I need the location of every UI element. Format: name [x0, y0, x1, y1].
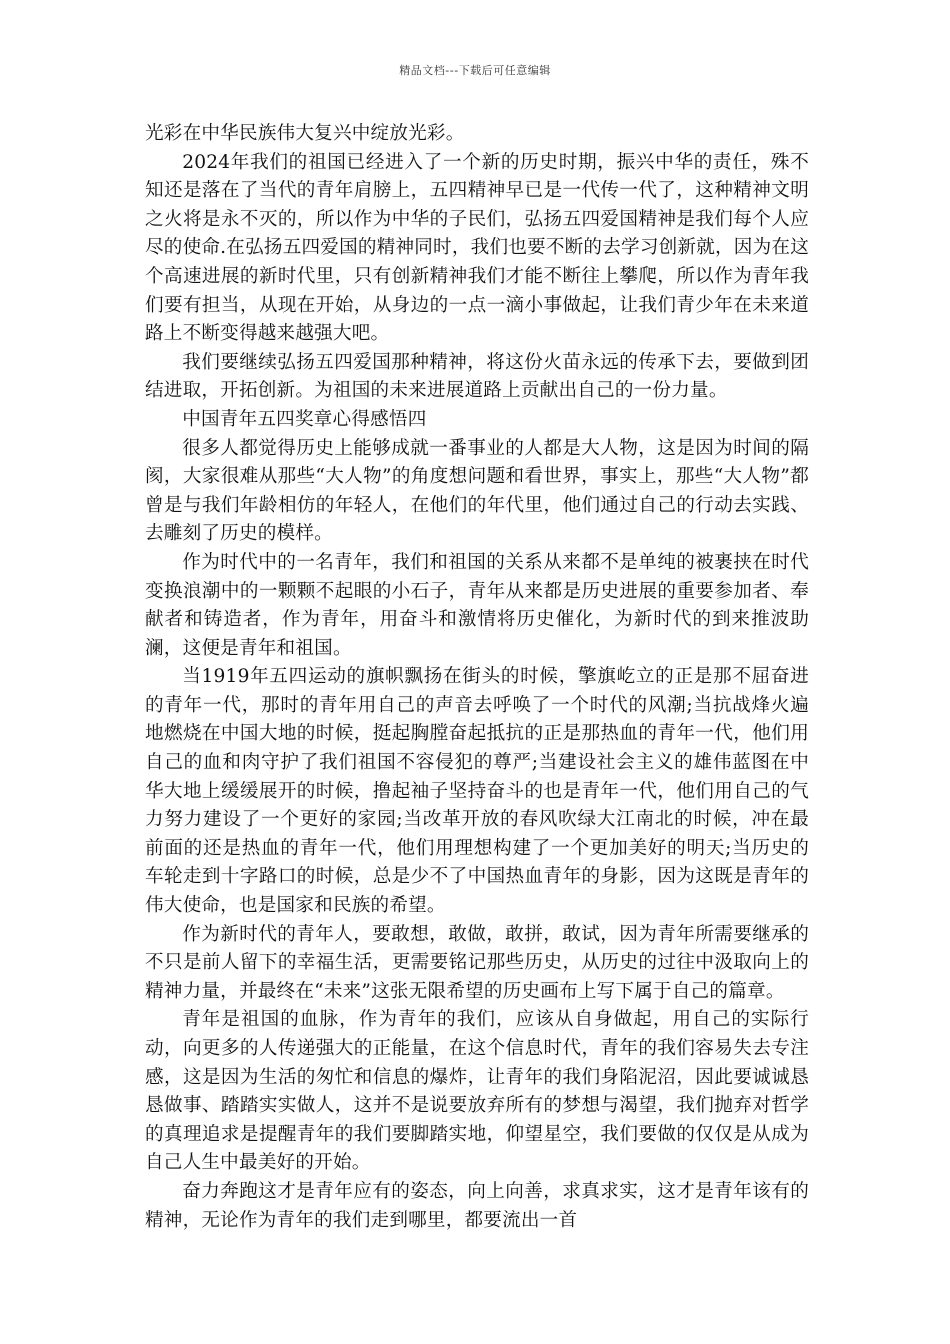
paragraph: 很多人都觉得历史上能够成就一番事业的人都是大人物，这是因为时间的隔阂，大家很难从那些“大人物”的角度想问题和看世界，事实上，那些“大人物”都曾是与我们年龄相仿的年轻人，在他们的年代里，他们通过自己的行动去实践、去雕刻了历史的模样。 [145, 437, 809, 545]
page-header: 精品文档---下载后可任意编辑 [399, 64, 551, 77]
document-body [145, 120, 809, 1235]
section-heading: 中国青年五四奖章心得感悟四 [182, 408, 427, 430]
paragraph: 我们要继续弘扬五四爱国那种精神，将这份火苗永远的传承下去，要做到团结进取，开拓创新。为祖国的未来进展道路上贡献出自己的一份力量。 [145, 351, 809, 402]
paragraph: 当1919年五四运动的旗帜飘扬在街头的时候，擎旗屹立的正是那不屈奋进的青年一代，那时的青年用自己的声音去呼唤了一个时代的风潮;当抗战烽火遍地燃烧在中国大地的时候，挺起胸膛奋起抵抗的正是那热血的青年一代，他们用自己的血和肉守护了我们祖国不容侵犯的尊严;当建设社会主义的雄伟蓝图在中华大地上缓缓展开的时候，撸起袖子坚持奋斗的也是青年一代，他们用自己的气力努力建设了一个更好的家园;当改革开放的春风吹绿大江南北的时候，冲在最前面的还是热血的青年一代，他们用理想构建了一个更加美好的明天;当历史的车轮走到十字路口的时候，总是少不了中国热血青年的身影，因为这既是青年的伟大使命，也是国家和民族的希望。 [145, 666, 809, 917]
paragraph-continuation: 光彩在中华民族伟大复兴中绽放光彩。 [145, 123, 465, 144]
paragraph: 青年是祖国的血脉，作为青年的我们，应该从自身做起，用自己的实际行动，向更多的人传递强大的正能量，在这个信息时代，青年的我们容易失去专注感，这是因为生活的匆忙和信息的爆炸，让青年的我们身陷泥沼，因此要诚诚恳恳做事、踏踏实实做人，这并不是说要放弃所有的梦想与渴望，我们抛弃对哲学的真理追求是提醒青年的我们要脚踏实地，仰望星空，我们要做的仅仅是从成为自己人生中最美好的开始。 [145, 1009, 809, 1174]
paragraph: 作为新时代的青年人，要敢想，敢做，敢拼，敢试，因为青年所需要继承的不只是前人留下的幸福生活，更需要铭记那些历史，从历史的过往中汲取向上的精神力量，并最终在“未来”这张无限希望的历史画布上写下属于自己的篇章。 [145, 923, 809, 1002]
paragraph: 奋力奔跑这才是青年应有的姿态，向上向善，求真求实，这才是青年该有的精神，无论作为青年的我们走到哪里，都要流出一首 [145, 1180, 809, 1231]
paragraph: 2024年我们的祖国已经进入了一个新的历史时期，振兴中华的责任，殊不知还是落在了当代的青年肩膀上，五四精神早已是一代传一代了，这种精神文明之火将是永不灭的，所以作为中华的子民们，弘扬五四爱国精神是我们每个人应尽的使命.在弘扬五四爱国的精神同时，我们也要不断的去学习创新就，因为在这个高速进展的新时代里，只有创新精神我们才能不断往上攀爬，所以作为青年我们要有担当，从现在开始，从身边的一点一滴小事做起，让我们青少年在未来道路上不断变得越来越强大吧。 [145, 151, 809, 345]
paragraph: 作为时代中的一名青年，我们和祖国的关系从来都不是单纯的被裹挟在时代变换浪潮中的一颗颗不起眼的小石子，青年从来都是历史进展的重要参加者、奉献者和铸造者，作为青年，用奋斗和激情将历史催化，为新时代的到来推波助澜，这便是青年和祖国。 [145, 551, 809, 659]
